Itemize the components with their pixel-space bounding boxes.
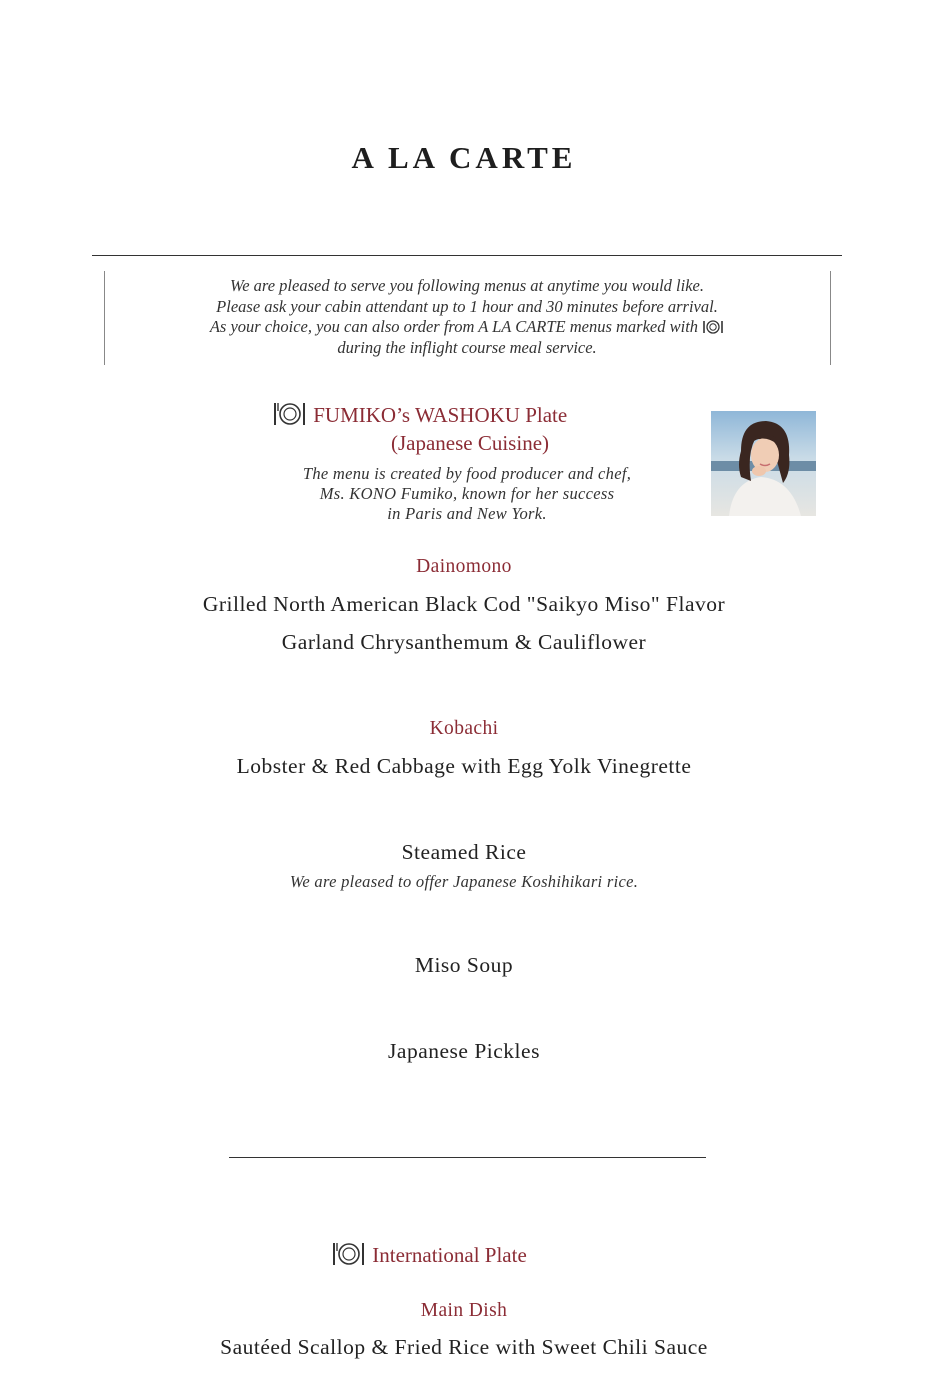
dish-miso-soup: Miso Soup <box>414 953 514 977</box>
dish-chrysanthemum-cauliflower: Garland Chrysanthemum & Cauliflower <box>281 630 647 654</box>
plate-cutlery-icon <box>331 1243 372 1267</box>
intro-text <box>150 276 784 358</box>
washoku-title: FUMIKO’s WASHOKU Plate <box>313 403 568 427</box>
intro-left-border <box>104 271 105 365</box>
description-line-1: The menu is created by food producer and chef, <box>302 464 632 483</box>
top-divider <box>92 255 842 256</box>
washoku-description <box>260 464 674 524</box>
dish-japanese-pickles: Japanese Pickles <box>388 1039 540 1063</box>
intro-line-2: Please ask your cabin attendant up to 1 hour and 30 minutes before arrival. <box>216 296 718 316</box>
dish-sauteed-scallop: Sautéed Scallop & Fried Rice with Sweet Chili Sauce <box>220 1335 708 1359</box>
intro-line-4: during the inflight course meal service. <box>337 337 597 357</box>
section-divider <box>229 1157 706 1158</box>
rice-note: We are pleased to offer Japanese Koshihikari rice. <box>289 872 639 891</box>
dish-steamed-rice: Steamed Rice <box>401 840 527 864</box>
intro-right-border <box>830 271 831 365</box>
washoku-subtitle: (Japanese Cuisine) <box>390 431 550 455</box>
plate-cutlery-icon <box>272 403 313 427</box>
washoku-heading <box>272 401 672 428</box>
chef-portrait-photo <box>711 411 816 516</box>
section-label-kobachi: Kobachi <box>429 718 499 739</box>
section-label-main-dish: Main Dish <box>420 1300 508 1321</box>
international-title: International Plate <box>372 1243 527 1267</box>
intro-line-3 <box>150 317 784 338</box>
intro-line-3-text: As your choice, you can also order from A LA CARTE menus marked with <box>209 317 699 336</box>
page-title: A LA CARTE <box>351 140 577 175</box>
dish-lobster-cabbage: Lobster & Red Cabbage with Egg Yolk Vinegrette <box>236 754 692 778</box>
section-label-dainomono: Dainomono <box>416 556 512 577</box>
description-line-3: in Paris and New York. <box>387 504 547 523</box>
description-line-2: Ms. KONO Fumiko, known for her success <box>319 484 615 503</box>
international-heading <box>331 1241 631 1268</box>
intro-line-1: We are pleased to serve you following menus at anytime you would like. <box>230 276 704 295</box>
plate-cutlery-icon <box>702 317 724 336</box>
dish-black-cod: Grilled North American Black Cod "Saikyo Miso" Flavor <box>202 592 726 616</box>
